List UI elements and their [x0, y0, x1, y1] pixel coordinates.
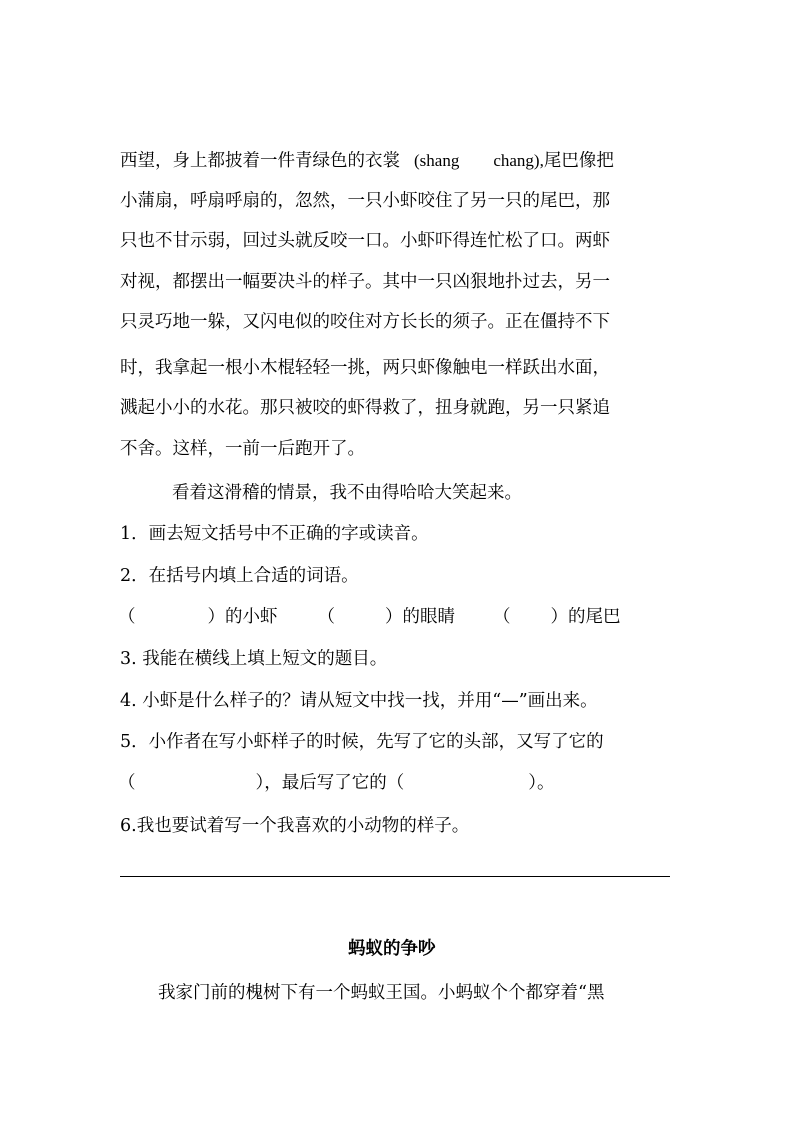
blank-open-paren: （ — [493, 607, 511, 627]
passage-line: 对视，都摆出一幅要决斗的样子。其中一只凶狠地扑过去，另一 — [120, 272, 610, 292]
blank-close-paren: ） — [207, 607, 225, 627]
passage-text: 尾巴像把 — [543, 151, 614, 171]
blank-label-shrimp: 的小虾 — [225, 607, 278, 627]
question-5-mid-text: ），最后写了它的（ — [255, 773, 405, 793]
passage-line: 小蒲扇，呼扇呼扇的，忽然，一只小虾咬住了另一只的尾巴，那 — [120, 191, 610, 211]
question-6: 6.我也要试着写一个我喜欢的小动物的样子。 — [120, 816, 470, 836]
story-title: 蚂蚁的争吵 — [348, 939, 436, 959]
passage-line: 只灵巧地一躲，又闪电似的咬住对方长长的须子。正在僵持不下 — [120, 312, 610, 332]
question-3: 3. 我能在横线上填上短文的题目。 — [120, 649, 388, 669]
pinyin-option-shang: (shang — [414, 151, 460, 170]
blank-open-paren: （ — [118, 607, 136, 627]
passage-line: 时，我拿起一根小木棍轻轻一挑，两只虾像触电一样跃出水面， — [120, 358, 610, 378]
question-2: 2．在括号内填上合适的词语。 — [120, 566, 359, 586]
passage-line: 只也不甘示弱，回过头就反咬一口。小虾吓得连忙松了口。两虾 — [120, 231, 610, 251]
question-5-end-text: ）。 — [528, 773, 555, 793]
answer-line — [120, 876, 670, 877]
question-4: 4. 小虾是什么样子的？请从短文中找一找，并用“—”画出来。 — [120, 691, 598, 711]
question-5-line-2 — [118, 772, 555, 794]
question-2-blanks — [118, 606, 621, 628]
question-5-line-1: 5．小作者在写小虾样子的时候，先写了它的头部，又写了它的 — [120, 732, 604, 752]
blank-label-tail: 的尾巴 — [568, 607, 621, 627]
passage-line: 不舍。这样，一前一后跑开了。 — [120, 439, 365, 459]
passage-text: 西望，身上都披着一件青绿色的衣裳 — [120, 151, 400, 171]
blank-open-paren: （ — [317, 607, 335, 627]
passage-closing: 看着这滑稽的情景，我不由得哈哈大笑起来。 — [172, 483, 522, 503]
pinyin-option-chang: chang), — [493, 151, 544, 170]
blank-open-paren: （ — [118, 773, 136, 793]
blank-label-eyes: 的眼睛 — [402, 607, 455, 627]
blank-close-paren: ） — [385, 607, 403, 627]
question-1: 1．画去短文括号中不正确的字或读音。 — [120, 524, 429, 544]
passage-line-1 — [120, 150, 614, 172]
story-first-line: 我家门前的槐树下有一个蚂蚁王国。小蚂蚁个个都穿着“黑 — [158, 983, 605, 1003]
blank-close-paren: ） — [550, 607, 568, 627]
passage-line: 溅起小小的水花。那只被咬的虾得救了，扭身就跑，另一只紧追 — [120, 398, 610, 418]
